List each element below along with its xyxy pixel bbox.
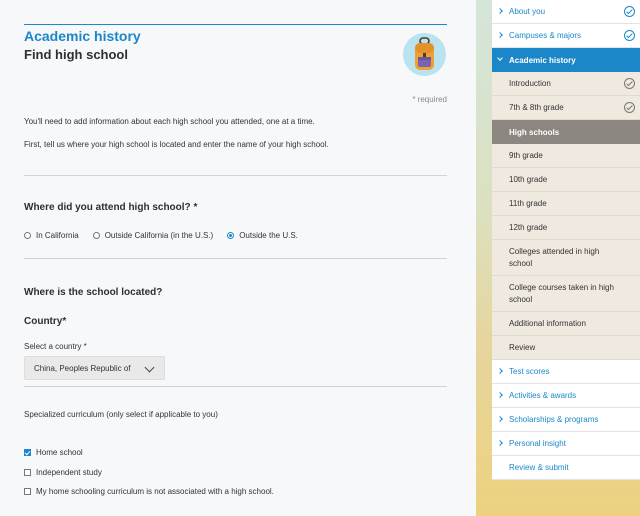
chevron-right-icon <box>497 368 503 374</box>
chevron-right-icon <box>497 32 503 38</box>
chevron-down-icon <box>145 363 155 373</box>
sidebar-item-introduction[interactable] <box>492 72 640 96</box>
sidebar-item-academic-history[interactable] <box>492 48 640 72</box>
chevron-right-icon <box>497 416 503 422</box>
check-circle-icon <box>624 78 635 89</box>
sidebar-item-review[interactable] <box>492 336 640 360</box>
country-select[interactable] <box>24 356 165 380</box>
checkbox[interactable] <box>24 488 31 495</box>
divider <box>24 386 447 387</box>
sidebar-item-10th-grade[interactable] <box>492 168 640 192</box>
checkbox-label: Independent study <box>36 468 102 477</box>
radio-outside-us[interactable] <box>227 231 298 240</box>
sidebar-item-label: High schools <box>509 127 560 137</box>
radio-button[interactable] <box>93 232 100 239</box>
sidebar-item-label: Scholarships & programs <box>509 415 599 424</box>
sidebar-item-review-submit[interactable] <box>492 456 640 480</box>
sidebar-item-label: 12th grade <box>509 223 548 232</box>
sidebar-item-college-courses[interactable] <box>492 276 640 312</box>
sidebar-item-label: 7th & 8th grade <box>509 103 564 112</box>
checkbox-label: Home school <box>36 448 83 457</box>
sidebar-item-label: Test scores <box>509 367 550 376</box>
sidebar-item-label: Introduction <box>509 79 551 88</box>
page-title: Find high school <box>24 47 128 62</box>
checkbox[interactable] <box>24 449 31 456</box>
radio-in-california[interactable] <box>24 231 79 240</box>
check-circle-icon <box>624 6 635 17</box>
sidebar-item-label: About you <box>509 7 546 16</box>
sidebar-item-label: College courses taken in high school <box>509 282 614 304</box>
sidebar-item-activities-awards[interactable] <box>492 384 640 408</box>
checkbox-label: My home schooling curriculum is not associated with a high school. <box>36 487 274 496</box>
sidebar-item-11th-grade[interactable] <box>492 192 640 216</box>
sidebar-item-label: 11th grade <box>509 199 547 208</box>
sidebar-item-about-you[interactable] <box>492 0 640 24</box>
sidebar-item-label: Additional information <box>509 319 586 328</box>
radio-button[interactable] <box>227 232 234 239</box>
sidebar-item-label: Campuses & majors <box>509 31 582 40</box>
sidebar-item-12th-grade[interactable] <box>492 216 640 240</box>
sidebar-item-label: 10th grade <box>509 175 548 184</box>
intro-text-1: You'll need to add information about each high school you attended, one at a time. <box>24 117 315 126</box>
divider <box>24 175 447 176</box>
radio-outside-california[interactable] <box>93 231 214 240</box>
sidebar-item-personal-insight[interactable] <box>492 432 640 456</box>
check-circle-icon <box>624 30 635 41</box>
chevron-down-icon <box>497 55 503 61</box>
sidebar-item-test-scores[interactable] <box>492 360 640 384</box>
sidebar-item-7th-8th-grade[interactable] <box>492 96 640 120</box>
checkbox[interactable] <box>24 469 31 476</box>
country-select-value: China, Peoples Republic of <box>34 363 131 373</box>
radio-button[interactable] <box>24 232 31 239</box>
sidebar-item-label: Colleges attended in high school <box>509 246 600 268</box>
divider <box>24 258 447 259</box>
radio-label: Outside the U.S. <box>239 231 298 240</box>
sidebar-item-scholarships-programs[interactable] <box>492 408 640 432</box>
country-select-label: Select a country * <box>24 342 87 351</box>
chevron-right-icon <box>497 440 503 446</box>
sidebar-item-additional-information[interactable] <box>492 312 640 336</box>
curriculum-label: Specialized curriculum (only select if applicable to you) <box>24 410 218 419</box>
location-question: Where is the school located? <box>24 287 163 298</box>
intro-text-2: First, tell us where your high school is located and enter the name of your high school. <box>24 140 329 149</box>
sidebar-item-label: Review <box>509 343 536 352</box>
backpack-icon <box>403 33 446 76</box>
checkbox-home-school[interactable] <box>24 448 83 457</box>
checkbox-independent-study[interactable] <box>24 468 102 477</box>
sidebar-item-label: Review & submit <box>509 463 569 472</box>
attend-question: Where did you attend high school? * <box>24 202 198 213</box>
section-title: Academic history <box>24 28 141 44</box>
header-rule <box>24 24 447 25</box>
sidebar-item-campuses-majors[interactable] <box>492 24 640 48</box>
sidebar-item-label: 9th grade <box>509 151 543 160</box>
chevron-right-icon <box>497 8 503 14</box>
chevron-right-icon <box>497 392 503 398</box>
radio-label: Outside California (in the U.S.) <box>104 231 214 240</box>
attend-radio-group <box>24 231 312 240</box>
check-circle-icon <box>624 102 635 113</box>
sidebar-item-label: Personal insight <box>509 439 566 448</box>
progress-sidebar <box>492 0 640 480</box>
country-heading: Country* <box>24 316 67 327</box>
required-note: * required <box>412 95 447 104</box>
sidebar-item-colleges-attended[interactable] <box>492 240 640 276</box>
radio-label: In California <box>36 231 79 240</box>
sidebar-item-label: Activities & awards <box>509 391 577 400</box>
sidebar-item-high-schools[interactable] <box>492 120 640 144</box>
checkbox-not-associated[interactable] <box>24 487 274 496</box>
sidebar-item-label: Academic history <box>509 55 576 65</box>
sidebar-item-9th-grade[interactable] <box>492 144 640 168</box>
